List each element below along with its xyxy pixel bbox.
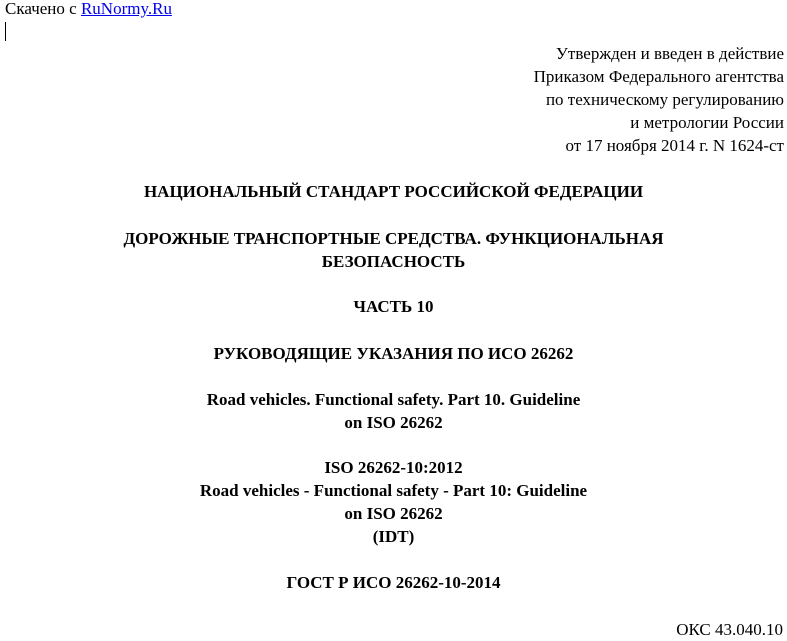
iso-reference-line: (IDT) xyxy=(372,527,415,546)
iso-reference-line: on ISO 26262 xyxy=(344,504,443,523)
gost-designation-text: ГОСТ Р ИСО 26262-10-2014 xyxy=(286,573,501,592)
document-title-line: ДОРОЖНЫЕ ТРАНСПОРТНЫЕ СРЕДСТВА. ФУНКЦИОНАЛЬНАЯ xyxy=(123,229,664,248)
english-title xyxy=(0,388,787,434)
approval-block xyxy=(534,42,784,157)
part-heading-text: ЧАСТЬ 10 xyxy=(353,297,434,316)
document-title xyxy=(0,227,787,273)
source-line xyxy=(5,0,172,20)
approval-line: и метрологии России xyxy=(630,113,784,132)
approval-line: от 17 ноября 2014 г. N 1624-ст xyxy=(565,136,784,155)
iso-reference-line: Road vehicles - Functional safety - Part 10: Guideline xyxy=(199,481,588,500)
iso-reference-line: ISO 26262-10:2012 xyxy=(324,458,463,477)
guidance-title xyxy=(0,342,787,365)
standard-title xyxy=(0,180,787,203)
document-title-line: БЕЗОПАСНОСТЬ xyxy=(321,252,466,271)
iso-reference xyxy=(0,456,787,548)
english-title-line: on ISO 26262 xyxy=(344,413,443,432)
approval-line: Приказом Федерального агентства xyxy=(533,67,784,86)
gost-designation xyxy=(0,571,787,594)
text-cursor xyxy=(5,22,6,41)
oks-code: ОКС 43.040.10 xyxy=(676,620,783,639)
standard-title-text: НАЦИОНАЛЬНЫЙ СТАНДАРТ РОССИЙСКОЙ ФЕДЕРАЦИИ xyxy=(143,182,644,201)
approval-line: по техническому регулированию xyxy=(545,90,784,109)
source-prefix: Скачено с xyxy=(5,0,81,18)
english-title-line: Road vehicles. Functional safety. Part 10. Guideline xyxy=(206,390,581,409)
runormy-link[interactable]: RuNormy.Ru xyxy=(80,0,172,18)
approval-line: Утвержден и введен в действие xyxy=(555,44,784,63)
part-heading xyxy=(0,295,787,318)
guidance-title-text: РУКОВОДЯЩИЕ УКАЗАНИЯ ПО ИСО 26262 xyxy=(213,344,574,363)
